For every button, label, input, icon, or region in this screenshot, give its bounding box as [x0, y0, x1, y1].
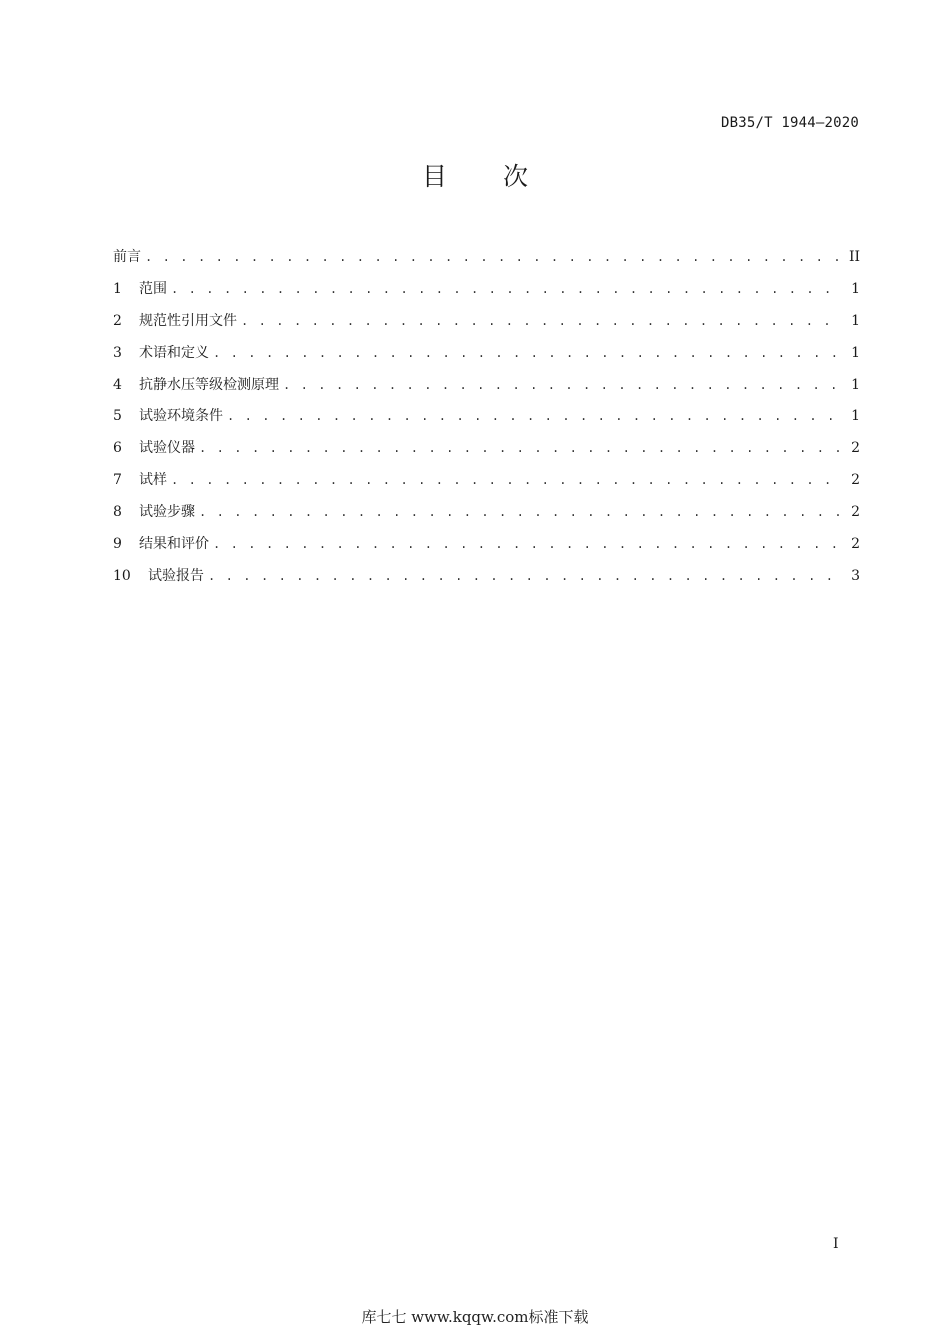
- toc-entry-page: 1: [851, 376, 860, 393]
- document-code: DB35/T 1944—2020: [720, 115, 859, 131]
- toc-entry-label: 抗静水压等级检测原理: [139, 376, 279, 393]
- toc-entry-principle[interactable]: [113, 371, 860, 403]
- toc-entry-page: 1: [851, 344, 860, 361]
- toc-entry-number: 3: [113, 344, 122, 361]
- toc-entry-page: 1: [851, 280, 860, 297]
- toc-leader-dots: [199, 498, 840, 526]
- toc-entry-label: 范围: [139, 280, 167, 297]
- toc-entry-apparatus[interactable]: [113, 434, 860, 466]
- toc-entry-number: 1: [113, 280, 122, 297]
- toc-leader-dots: [208, 562, 840, 590]
- toc-leader-dots: [171, 466, 840, 494]
- toc-entry-page: 2: [851, 472, 860, 489]
- table-of-contents: [113, 243, 860, 594]
- toc-entry-number: 6: [113, 440, 122, 457]
- toc-entry-number: 8: [113, 504, 122, 521]
- toc-entry-label: 试验步骤: [139, 504, 195, 521]
- toc-entry-label: 术语和定义: [139, 344, 209, 361]
- toc-entry-terms-definitions[interactable]: [113, 339, 860, 371]
- toc-entry-label: 试验报告: [148, 567, 204, 584]
- toc-entry-label: 结果和评价: [139, 536, 209, 553]
- toc-entry-results[interactable]: [113, 530, 860, 562]
- toc-entry-number: 2: [113, 312, 122, 329]
- toc-entry-label: 试验环境条件: [139, 408, 223, 425]
- toc-entry-page: 1: [851, 312, 860, 329]
- toc-entry-label: 试验仪器: [139, 440, 195, 457]
- toc-leader-dots: [283, 371, 840, 399]
- toc-entry-procedure[interactable]: [113, 498, 860, 530]
- toc-entry-scope[interactable]: [113, 275, 860, 307]
- toc-entry-normative-references[interactable]: [113, 307, 860, 339]
- toc-entry-specimen[interactable]: [113, 466, 860, 498]
- title-char-1: 目: [421, 162, 447, 191]
- toc-entry-page: II: [848, 249, 860, 265]
- toc-leader-dots: [145, 243, 840, 271]
- toc-entry-number: 5: [113, 408, 122, 425]
- footer-watermark: 库七七 www.kqqw.com标准下载: [361, 1308, 589, 1326]
- toc-entry-page: 2: [851, 440, 860, 457]
- toc-entry-number: 7: [113, 472, 122, 489]
- toc-entry-label: 前言: [113, 249, 141, 265]
- toc-entry-report[interactable]: [113, 562, 860, 594]
- toc-leader-dots: [213, 339, 840, 367]
- toc-leader-dots: [227, 402, 840, 430]
- toc-entry-page: 3: [851, 567, 860, 584]
- page-title: [0, 157, 950, 193]
- toc-entry-number: 4: [113, 376, 122, 393]
- toc-entry-number: 9: [113, 536, 122, 553]
- toc-leader-dots: [199, 434, 840, 462]
- title-char-2: 次: [503, 162, 529, 191]
- toc-leader-dots: [171, 275, 840, 303]
- toc-leader-dots: [213, 530, 840, 558]
- toc-leader-dots: [241, 307, 840, 335]
- page-number: I: [833, 1236, 839, 1252]
- toc-entry-page: 2: [851, 536, 860, 553]
- toc-entry-environment[interactable]: [113, 402, 860, 434]
- toc-entry-label: 规范性引用文件: [139, 312, 237, 329]
- toc-entry-number: 10: [113, 567, 131, 584]
- toc-entry-label: 试样: [139, 472, 167, 489]
- toc-entry-page: 2: [851, 504, 860, 521]
- toc-entry-page: 1: [851, 408, 860, 425]
- toc-entry-foreword[interactable]: [113, 243, 860, 275]
